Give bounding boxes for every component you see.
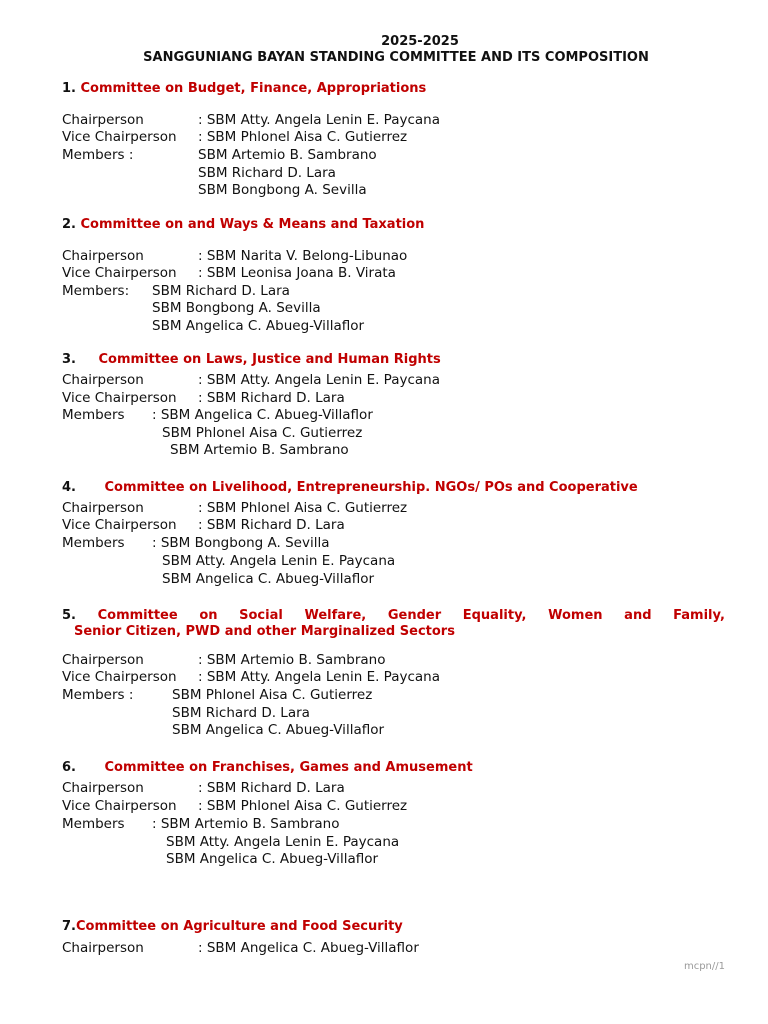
chair-value: : SBM Angelica C. Abueg-Villaflor [198,940,419,956]
committee-name-word: Gender [387,608,442,623]
member-item: SBM Angelica C. Abueg-Villaflor [152,318,365,334]
committee-name-word: Family, [673,608,725,623]
vice-chair-value: : SBM Richard D. Lara [198,390,345,406]
members-label: Members [62,407,125,423]
vice-chair-label: Vice Chairperson [62,129,177,145]
committee-5-heading [62,608,725,639]
vice-chair-label: Vice Chairperson [62,517,177,533]
chair-value: : SBM Atty. Angela Lenin E. Paycana [198,372,440,388]
member-item: : SBM Artemio B. Sambrano [152,816,340,832]
chair-value: : SBM Richard D. Lara [198,780,345,796]
member-item: : SBM Bongbong A. Sevilla [152,535,330,551]
vice-chair-value: : SBM Phlonel Aisa C. Gutierrez [198,129,408,145]
chair-label: Chairperson [62,248,144,264]
committee-number: 6. [62,760,76,775]
members-label: Members : [62,687,134,703]
committee-name-word: and [624,608,652,623]
committee-number: 2. [62,217,76,232]
committee-7-heading [62,919,403,934]
page-footer: mcpn//1 [683,961,725,972]
member-item: SBM Phlonel Aisa C. Gutierrez [172,687,373,703]
chair-label: Chairperson [62,780,144,796]
document-year: 2025-2025 [381,34,459,49]
committee-name: Committee on Budget, Finance, Appropriations [80,81,427,96]
chair-value: : SBM Phlonel Aisa C. Gutierrez [198,500,408,516]
committee-name: Committee on and Ways & Means and Taxation [80,217,425,232]
vice-chair-value: : SBM Phlonel Aisa C. Gutierrez [198,798,408,814]
committee-name-word: on [199,608,218,623]
committee-1-heading [62,81,426,96]
committee-3-heading [62,352,441,367]
committee-name: Committee on Franchises, Games and Amusement [104,760,473,775]
committee-5-heading-line-2: Senior Citizen, PWD and other Marginalized Sectors [74,623,455,639]
committee-number: 4. [62,480,76,495]
chair-label: Chairperson [62,112,144,128]
member-item: SBM Artemio B. Sambrano [170,442,349,458]
chair-label: Chairperson [62,652,144,668]
member-item: SBM Atty. Angela Lenin E. Paycana [162,553,396,569]
chair-value: : SBM Artemio B. Sambrano [198,652,386,668]
committee-5-heading-line-1 [62,608,725,624]
member-item: SBM Richard D. Lara [152,283,290,299]
committee-6-heading [62,760,473,775]
member-item: : SBM Angelica C. Abueg-Villaflor [152,407,373,423]
committee-name: Committee on Laws, Justice and Human Rights [98,352,441,367]
member-item: SBM Bongbong A. Sevilla [152,300,321,316]
committee-name: Committee on Agriculture and Food Security [75,919,403,934]
member-item: SBM Artemio B. Sambrano [198,147,377,163]
chair-label: Chairperson [62,500,144,516]
committee-number: 3. [62,352,76,367]
members-label: Members [62,535,125,551]
committee-number: 5. [62,608,76,623]
committee-4-heading [62,480,638,495]
committee-name: Committee on Livelihood, Entrepreneurship. NGOs/ POs and Cooperative [104,480,638,495]
vice-chair-value: : SBM Richard D. Lara [198,517,345,533]
vice-chair-label: Vice Chairperson [62,390,177,406]
chair-value: : SBM Atty. Angela Lenin E. Paycana [198,112,440,128]
committee-name-word: Committee [97,608,178,623]
committee-name-word: Women [548,608,603,623]
chair-value: : SBM Narita V. Belong-Libunao [198,248,408,264]
committee-name-word: Welfare, [304,608,367,623]
member-item: SBM Phlonel Aisa C. Gutierrez [162,425,363,441]
vice-chair-label: Vice Chairperson [62,798,177,814]
vice-chair-label: Vice Chairperson [62,265,177,281]
chair-label: Chairperson [62,940,144,956]
member-item: SBM Richard D. Lara [198,165,336,181]
vice-chair-label: Vice Chairperson [62,669,177,685]
members-label: Members [62,816,125,832]
committee-2-heading [62,217,424,232]
members-label: Members : [62,147,134,163]
member-item: SBM Angelica C. Abueg-Villaflor [166,851,379,867]
document-title: SANGGUNIANG BAYAN STANDING COMMITTEE AND ITS COMPOSITION [143,50,649,65]
chair-label: Chairperson [62,372,144,388]
member-item: SBM Angelica C. Abueg-Villaflor [172,722,385,738]
members-label: Members: [62,283,130,299]
committee-name-word: Equality, [462,608,527,623]
committee-number: 7. [62,919,76,934]
member-item: SBM Atty. Angela Lenin E. Paycana [166,834,400,850]
member-item: SBM Bongbong A. Sevilla [198,182,367,198]
committee-number: 1. [62,81,76,96]
vice-chair-value: : SBM Atty. Angela Lenin E. Paycana [198,669,440,685]
member-item: SBM Angelica C. Abueg-Villaflor [162,571,375,587]
vice-chair-value: : SBM Leonisa Joana B. Virata [198,265,396,281]
committee-name-word: Social [239,608,283,623]
member-item: SBM Richard D. Lara [172,705,310,721]
